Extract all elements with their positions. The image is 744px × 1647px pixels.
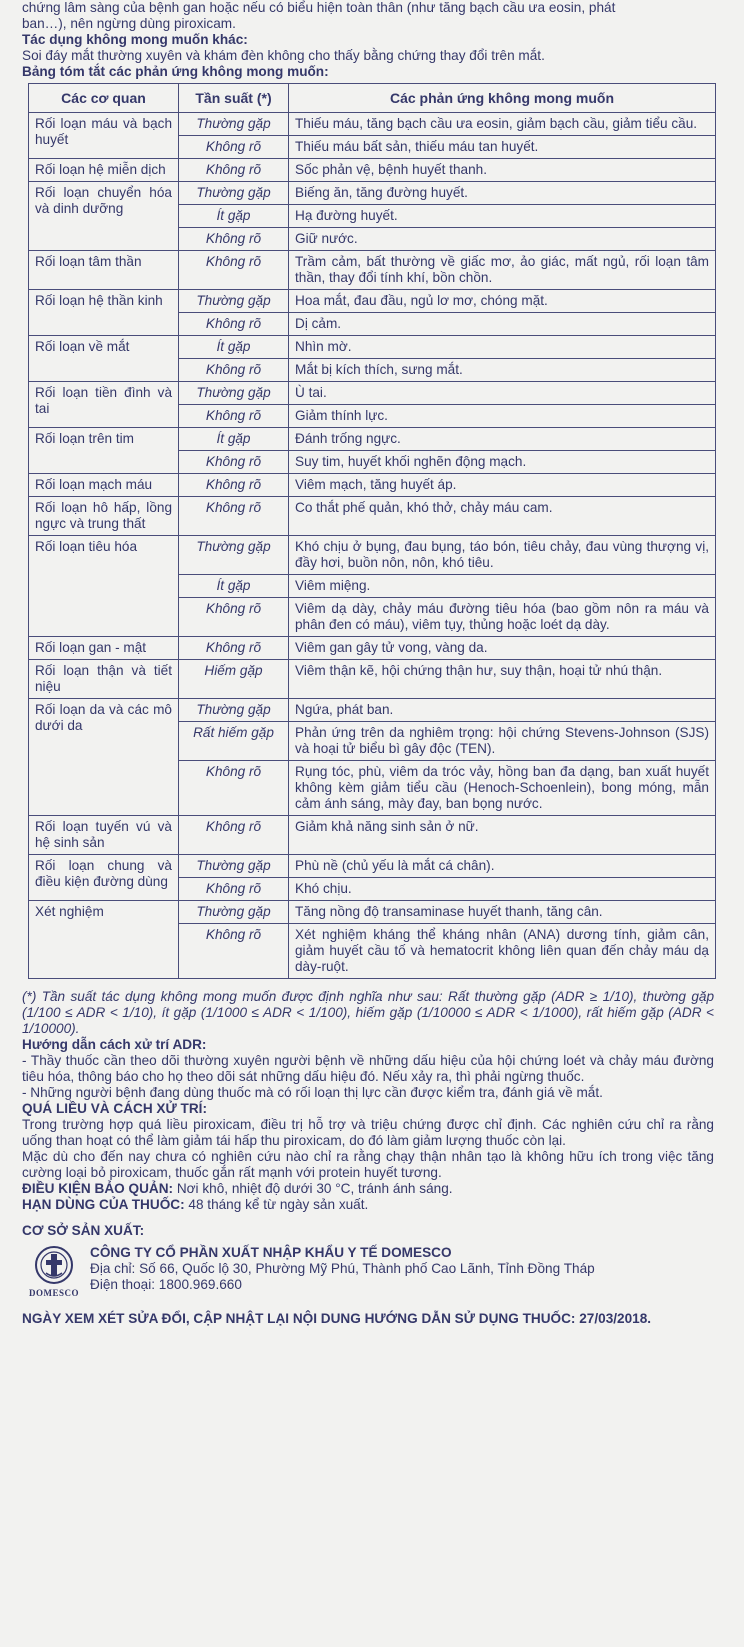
organ-cell: Xét nghiệm xyxy=(29,901,179,979)
reaction-cell: Co thắt phế quản, khó thở, chảy máu cam. xyxy=(289,497,716,536)
organ-cell: Rối loạn hệ miễn dịch xyxy=(29,159,179,182)
frequency-cell: Không rõ xyxy=(179,359,289,382)
logo-text: DOMESCO xyxy=(28,1288,79,1298)
reaction-cell: Phù nề (chủ yếu là mắt cá chân). xyxy=(289,855,716,878)
frequency-cell: Thường gặp xyxy=(179,855,289,878)
adr-guide-item-1: - Thầy thuốc cần theo dõi thường xuyên người bệnh về những dấu hiệu của hội chứng loét và chảy máu đường tiêu hóa, thông báo cho họ theo dõi sát những dấu hiệu đó. Nếu xảy ra, thì phải ngừng thuốc. xyxy=(22,1053,714,1084)
frequency-cell: Không rõ xyxy=(179,474,289,497)
reaction-cell: Thiếu máu bất sản, thiếu máu tan huyết. xyxy=(289,136,716,159)
reaction-cell: Viêm thận kẽ, hội chứng thận hư, suy thận, hoại tử nhú thận. xyxy=(289,660,716,699)
frequency-cell: Thường gặp xyxy=(179,290,289,313)
header-frequency: Tần suất (*) xyxy=(179,84,289,113)
table-row xyxy=(29,901,716,924)
revision-date: NGÀY XEM XÉT SỬA ĐỔI, CẬP NHẬT LẠI NỘI DUNG HƯỚNG DẪN SỬ DỤNG THUỐC: 27/03/2018. xyxy=(22,1311,652,1326)
reaction-cell: Khó chịu. xyxy=(289,878,716,901)
reaction-cell: Trầm cảm, bất thường về giấc mơ, ảo giác, mất ngủ, rối loạn tâm thần, thay đổi tính khí, bồn chồn. xyxy=(289,251,716,290)
overdose-heading: QUÁ LIỀU VÀ CÁCH XỬ TRÍ: xyxy=(22,1101,207,1116)
frequency-cell: Không rõ xyxy=(179,816,289,855)
reaction-cell: Viêm miệng. xyxy=(289,575,716,598)
frequency-cell: Không rõ xyxy=(179,136,289,159)
frequency-cell: Không rõ xyxy=(179,159,289,182)
reaction-cell: Đánh trống ngực. xyxy=(289,428,716,451)
frequency-cell: Thường gặp xyxy=(179,901,289,924)
organ-cell: Rối loạn chung và điều kiện đường dùng xyxy=(29,855,179,901)
reaction-cell: Hạ đường huyết. xyxy=(289,205,716,228)
reaction-cell: Rụng tóc, phù, viêm da tróc vảy, hồng ban đa dạng, ban xuất huyết không kèm giảm tiểu cầu (Henoch-Schoenlein), bong móng, mẫn cảm ánh sáng, mày đay, ban bọng nước. xyxy=(289,761,716,816)
organ-cell: Rối loạn tâm thần xyxy=(29,251,179,290)
reaction-cell: Giảm khả năng sinh sản ở nữ. xyxy=(289,816,716,855)
reaction-cell: Tăng nồng độ transaminase huyết thanh, tăng cân. xyxy=(289,901,716,924)
reaction-cell: Xét nghiệm kháng thể kháng nhân (ANA) dương tính, giảm cân, giảm huyết cầu tố và hematocrit không liên quan đến chảy máu dạ dày-ruột. xyxy=(289,924,716,979)
organ-cell: Rối loạn da và các mô dưới da xyxy=(29,699,179,816)
header-organ: Các cơ quan xyxy=(29,84,179,113)
frequency-cell: Thường gặp xyxy=(179,113,289,136)
other-effects-heading: Tác dụng không mong muốn khác: xyxy=(22,32,248,47)
organ-cell: Rối loạn tiêu hóa xyxy=(29,536,179,637)
frequency-cell: Không rõ xyxy=(179,405,289,428)
domesco-logo-icon xyxy=(34,1245,74,1285)
reaction-cell: Biếng ăn, tăng đường huyết. xyxy=(289,182,716,205)
frequency-footnote: (*) Tần suất tác dụng không mong muốn được định nghĩa như sau: Rất thường gặp (ADR ≥ 1/10), thường gặp (1/100 ≤ ADR < 1/10), ít gặp (1/1000 ≤ ADR < 1/100), hiếm gặp (1/10000 ≤ ADR < 1/1000), rất hiếm gặp (ADR < 1/10000). xyxy=(22,989,714,1036)
frequency-cell: Ít gặp xyxy=(179,575,289,598)
table-row xyxy=(29,336,716,359)
frequency-cell: Rất hiếm gặp xyxy=(179,722,289,761)
reaction-cell: Hoa mắt, đau đầu, ngủ lơ mơ, chóng mặt. xyxy=(289,290,716,313)
manufacturer-section xyxy=(22,1223,714,1327)
frequency-cell: Hiếm gặp xyxy=(179,660,289,699)
reaction-cell: Phản ứng trên da nghiêm trọng: hội chứng Stevens-Johnson (SJS) và hoại tử biểu bì gây độc (TEN). xyxy=(289,722,716,761)
frequency-cell: Thường gặp xyxy=(179,382,289,405)
frequency-cell: Không rõ xyxy=(179,251,289,290)
leaflet-page xyxy=(22,0,714,1327)
overdose-paragraph-1: Trong trường hợp quá liều piroxicam, điều trị hỗ trợ và triệu chứng được chỉ định. Các nghiên cứu chỉ ra rằng uống than hoạt có thể làm giảm tái hấp thu piroxicam, do đó làm giảm lượng thuốc còn lại. xyxy=(22,1117,714,1148)
organ-cell: Rối loạn tuyến vú và hệ sinh sản xyxy=(29,816,179,855)
reaction-cell: Nhìn mờ. xyxy=(289,336,716,359)
reaction-cell: Thiếu máu, tăng bạch cầu ưa eosin, giảm bạch cầu, giảm tiểu cầu. xyxy=(289,113,716,136)
shelf-life-text: 48 tháng kể từ ngày sản xuất. xyxy=(188,1197,369,1212)
organ-cell: Rối loạn gan - mật xyxy=(29,637,179,660)
storage-label: ĐIỀU KIỆN BẢO QUẢN: xyxy=(22,1181,174,1196)
table-row xyxy=(29,816,716,855)
frequency-cell: Thường gặp xyxy=(179,536,289,575)
storage-text: Nơi khô, nhiệt độ dưới 30 °C, tránh ánh sáng. xyxy=(176,1181,453,1196)
manufacturer-heading: CƠ SỞ SẢN XUẤT: xyxy=(22,1223,145,1238)
shelf-life-line xyxy=(22,1197,714,1213)
reaction-cell: Khó chịu ở bụng, đau bụng, táo bón, tiêu chảy, đau vùng thượng vị, đầy hơi, buồn nôn, nôn, khó tiêu. xyxy=(289,536,716,575)
frequency-cell: Không rõ xyxy=(179,598,289,637)
table-row xyxy=(29,290,716,313)
table-row xyxy=(29,699,716,722)
organ-cell: Rối loạn tiền đình và tai xyxy=(29,382,179,428)
adr-table-header-row xyxy=(29,84,716,113)
table-row xyxy=(29,182,716,205)
intro-line-1: chứng lâm sàng của bệnh gan hoặc nếu có biểu hiện toàn thân (như tăng bạch cầu ưa eosin, phát xyxy=(22,0,616,15)
other-effects-text: Soi đáy mắt thường xuyên và khám đèn không cho thấy bằng chứng thay đổi trên mắt. xyxy=(22,48,545,63)
table-heading: Bảng tóm tắt các phản ứng không mong muốn: xyxy=(22,64,329,79)
adr-table-body xyxy=(29,113,716,979)
reaction-cell: Ù tai. xyxy=(289,382,716,405)
frequency-cell: Không rõ xyxy=(179,637,289,660)
intro-line-2: ban…), nên ngừng dùng piroxicam. xyxy=(22,16,236,31)
company-name: CÔNG TY CỔ PHẦN XUẤT NHẬP KHẨU Y TẾ DOMESCO xyxy=(90,1245,452,1260)
company-address: Địa chỉ: Số 66, Quốc lộ 30, Phường Mỹ Phú, Thành phố Cao Lãnh, Tỉnh Đồng Tháp xyxy=(90,1261,595,1276)
adr-guide-heading: Hướng dẫn cách xử trí ADR: xyxy=(22,1037,207,1052)
frequency-cell: Không rõ xyxy=(179,924,289,979)
company-phone: Điện thoại: 1800.969.660 xyxy=(90,1277,242,1292)
reaction-cell: Sốc phản vệ, bệnh huyết thanh. xyxy=(289,159,716,182)
frequency-cell: Không rõ xyxy=(179,313,289,336)
reaction-cell: Viêm mạch, tăng huyết áp. xyxy=(289,474,716,497)
table-row xyxy=(29,474,716,497)
frequency-cell: Không rõ xyxy=(179,878,289,901)
reaction-cell: Giảm thính lực. xyxy=(289,405,716,428)
organ-cell: Rối loạn hệ thần kinh xyxy=(29,290,179,336)
reaction-cell: Giữ nước. xyxy=(289,228,716,251)
reaction-cell: Viêm gan gây tử vong, vàng da. xyxy=(289,637,716,660)
table-row xyxy=(29,536,716,575)
domesco-logo xyxy=(26,1245,82,1301)
adr-table xyxy=(28,83,716,979)
adr-guide-item-2: - Những người bệnh đang dùng thuốc mà có rối loạn thị lực cần được kiểm tra, đánh giá về mắt. xyxy=(22,1085,603,1100)
reaction-cell: Ngứa, phát ban. xyxy=(289,699,716,722)
frequency-cell: Không rõ xyxy=(179,228,289,251)
shelf-life-label: HẠN DÙNG CỦA THUỐC: xyxy=(22,1197,185,1212)
table-row xyxy=(29,428,716,451)
organ-cell: Rối loạn về mắt xyxy=(29,336,179,382)
frequency-cell: Không rõ xyxy=(179,497,289,536)
table-row xyxy=(29,382,716,405)
organ-cell: Rối loạn trên tim xyxy=(29,428,179,474)
table-row xyxy=(29,637,716,660)
frequency-cell: Ít gặp xyxy=(179,428,289,451)
overdose-paragraph-2: Mặc dù cho đến nay chưa có nghiên cứu nào chỉ ra rằng chạy thận nhân tạo là không hữu ích trong việc tăng cường loại bỏ piroxicam, thuốc gắn rất mạnh với protein huyết tương. xyxy=(22,1149,714,1180)
organ-cell: Rối loạn mạch máu xyxy=(29,474,179,497)
frequency-cell: Ít gặp xyxy=(179,205,289,228)
organ-cell: Rối loạn chuyển hóa và dinh dưỡng xyxy=(29,182,179,251)
table-row xyxy=(29,113,716,136)
reaction-cell: Mắt bị kích thích, sưng mắt. xyxy=(289,359,716,382)
organ-cell: Rối loạn thận và tiết niệu xyxy=(29,660,179,699)
header-reaction: Các phản ứng không mong muốn xyxy=(289,84,716,113)
table-row xyxy=(29,251,716,290)
storage-line xyxy=(22,1181,714,1197)
frequency-cell: Ít gặp xyxy=(179,336,289,359)
table-row xyxy=(29,159,716,182)
reaction-cell: Suy tim, huyết khối nghẽn động mạch. xyxy=(289,451,716,474)
frequency-cell: Không rõ xyxy=(179,761,289,816)
frequency-cell: Không rõ xyxy=(179,451,289,474)
frequency-cell: Thường gặp xyxy=(179,699,289,722)
reaction-cell: Dị cảm. xyxy=(289,313,716,336)
organ-cell: Rối loạn hô hấp, lồng ngực và trung thất xyxy=(29,497,179,536)
table-row xyxy=(29,497,716,536)
organ-cell: Rối loạn máu và bạch huyết xyxy=(29,113,179,159)
table-row xyxy=(29,660,716,699)
reaction-cell: Viêm dạ dày, chảy máu đường tiêu hóa (bao gồm nôn ra máu và phân đen có máu), viêm tụy, thủng hoặc loét dạ dày. xyxy=(289,598,716,637)
frequency-cell: Thường gặp xyxy=(179,182,289,205)
table-row xyxy=(29,855,716,878)
